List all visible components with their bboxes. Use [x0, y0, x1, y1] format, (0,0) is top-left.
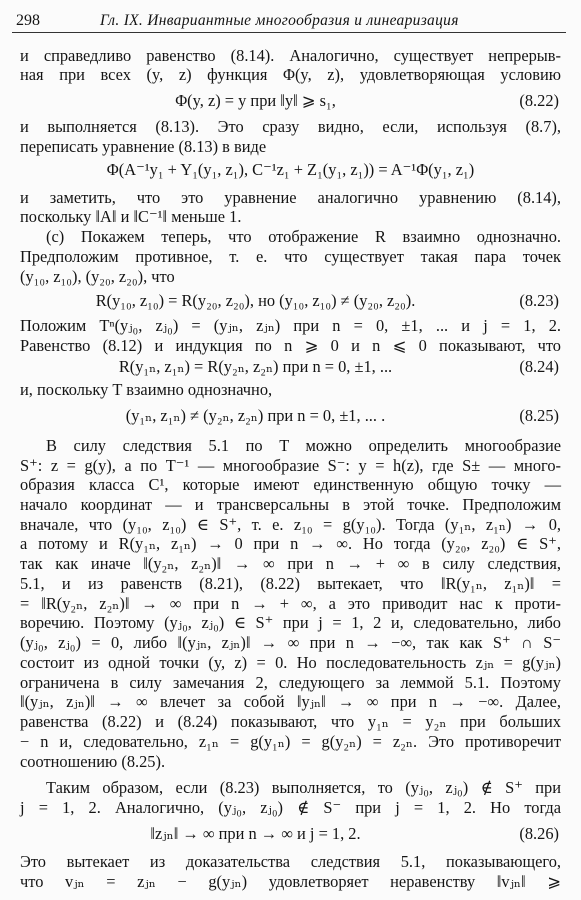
equation-body: R(y₁₀, z₁₀) = R(y₂₀, z₂₀), но (y₁₀, z₁₀) ≠ (y₂₀, z₂₀).	[95, 291, 416, 311]
text-line: так как иначе ‖(y₂ₙ, z₂ₙ)‖ → ∞ при n → + ∞ в силу следствия,	[20, 554, 561, 574]
equation-number: (8.22)	[519, 90, 559, 110]
text-line: В силу следствия 5.1 по T можно определить многообразие	[46, 435, 561, 455]
text-line: что vⱼₙ = zⱼₙ − g(yⱼₙ) удовлетворяет неравенству ‖vⱼₙ‖ ⩾	[20, 872, 561, 891]
text-line: поскольку ‖A‖ и ‖C⁻¹‖ меньше 1.	[20, 207, 242, 227]
text-line: (yⱼ₀, zⱼ₀) = 0, либо ‖(yⱼₙ, zⱼₙ)‖ → ∞ при n → −∞, так как S⁺ ∩ S⁻	[20, 633, 561, 653]
equation-body: Φ(A⁻¹y₁ + Y₁(y₁, z₁), C⁻¹z₁ + Z₁(y₁, z₁)) = A⁻¹Φ(y₁, z₁)	[106, 160, 475, 180]
display-equation	[20, 159, 561, 181]
equation-number: (8.23)	[519, 291, 559, 311]
display-equation	[20, 405, 561, 427]
text-line: Предположим противное, т. е. что существует такая пара точек	[20, 246, 561, 266]
display-equation	[20, 823, 561, 845]
equation-body: Φ(y, z) = y при ‖y‖ ⩾ s₁,	[175, 90, 336, 110]
text-line: S⁺: z = g(y), а по T⁻¹ — многообразие S⁻: y = h(z), где S± — много-	[20, 455, 561, 475]
text-line: воречию. Поэтому (yⱼ₀, zⱼ₀) ∈ S⁺ при j = 1, 2 и, следовательно, либо	[20, 613, 561, 633]
text-line: вначале, что (y₁₀, z₁₀) ∈ S⁺, т. е. z₁₀ = g(y₁₀). Тогда (y₁ₙ, z₁ₙ) → 0,	[20, 514, 561, 534]
page-header	[12, 10, 566, 33]
text-line: − n и, следовательно, z₁ₙ = g(y₁ₙ) = g(y₂ₙ) = z₂ₙ. Это противоречит	[20, 731, 561, 751]
text-line: и выполняется (8.13). Это сразу видно, если, используя (8.7),	[20, 117, 561, 137]
text-line: (c) Покажем теперь, что отображение R взаимно однозначно.	[46, 227, 561, 247]
text-line: (y₁₀, z₁₀), (y₂₀, z₂₀), что	[20, 266, 175, 286]
text-line: Таким образом, если (8.23) выполняется, то (yⱼ₀, zⱼ₀) ∉ S⁺ при	[46, 777, 561, 797]
text-line: равенства (8.22) и (8.24) показывают, что y₁ₙ = y₂ₙ при больших	[20, 712, 561, 732]
equation-number: (8.26)	[519, 824, 559, 844]
equation-body: (y₁ₙ, z₁ₙ) ≠ (y₂ₙ, z₂ₙ) при n = 0, ±1, ... .	[125, 405, 386, 425]
equation-number: (8.25)	[519, 405, 559, 425]
text-line: ная при всех (y, z) функция Φ(y, z), удовлетворяющая условию	[20, 65, 561, 85]
text-line: и заметить, что это уравнение аналогично уравнению (8.14),	[20, 187, 561, 207]
page-number: 298	[16, 12, 40, 29]
text-line: и, поскольку T взаимно однозначно,	[20, 380, 273, 400]
text-line: Это вытекает из доказательства следствия 5.1, показывающего,	[20, 852, 561, 872]
equation-body: ‖zⱼₙ‖ → ∞ при n → ∞ и j = 1, 2.	[150, 824, 361, 844]
display-equation	[20, 290, 561, 312]
text-line: 5.1, и из равенств (8.21), (8.22) вытекает, что ‖R(y₁ₙ, z₁ₙ)‖ =	[20, 573, 561, 593]
text-line: образия класса C¹, которые имеют единственную общую точку —	[20, 475, 561, 495]
running-title: Гл. IX. Инвариантные многообразия и линеаризация	[100, 12, 459, 29]
text-line: соотношению (8.25).	[20, 751, 166, 771]
text-line: состоит из одной точки (y, z) = 0. Но последовательность zⱼₙ = g(yⱼₙ)	[20, 652, 561, 672]
text-line: j = 1, 2. Аналогично, (yⱼ₀, zⱼ₀) ∉ S⁻ при j = 1, 2. Но тогда	[20, 797, 561, 817]
display-equation	[20, 90, 561, 112]
text-line: Положим Tⁿ(yⱼ₀, zⱼ₀) = (yⱼₙ, zⱼₙ) при n = 0, ±1, ... и j = 1, 2.	[20, 316, 561, 336]
text-line: ограничена в силу замечания 2, следующего за леммой 5.1. Поэтому	[20, 672, 561, 692]
text-line: переписать уравнение (8.13) в виде	[20, 136, 267, 156]
text-line: а потому и R(y₁ₙ, z₁ₙ) → 0 при n → ∞. Но тогда (y₂₀, z₂₀) ∈ S⁺,	[20, 534, 561, 554]
text-line: и справедливо равенство (8.14). Аналогично, существует непрерыв-	[20, 45, 561, 65]
text-line: начало координат — и трансверсальны в этой точке. Предположим	[20, 495, 561, 514]
text-line: = ‖R(y₂ₙ, z₂ₙ)‖ → ∞ при n → + ∞, а это приводит нас к проти-	[20, 593, 561, 613]
text-line: Равенство (8.12) и индукция по n ⩾ 0 и n ⩽ 0 показывают, что	[20, 336, 561, 356]
equation-body: R(y₁ₙ, z₁ₙ) = R(y₂ₙ, z₂ₙ) при n = 0, ±1, ...	[118, 356, 393, 376]
text-line: ‖(yⱼₙ, zⱼₙ)‖ → ∞ влечет за собой ‖yⱼₙ‖ → ∞ при n → −∞. Далее,	[20, 692, 561, 712]
display-equation	[20, 356, 561, 378]
equation-number: (8.24)	[519, 356, 559, 376]
